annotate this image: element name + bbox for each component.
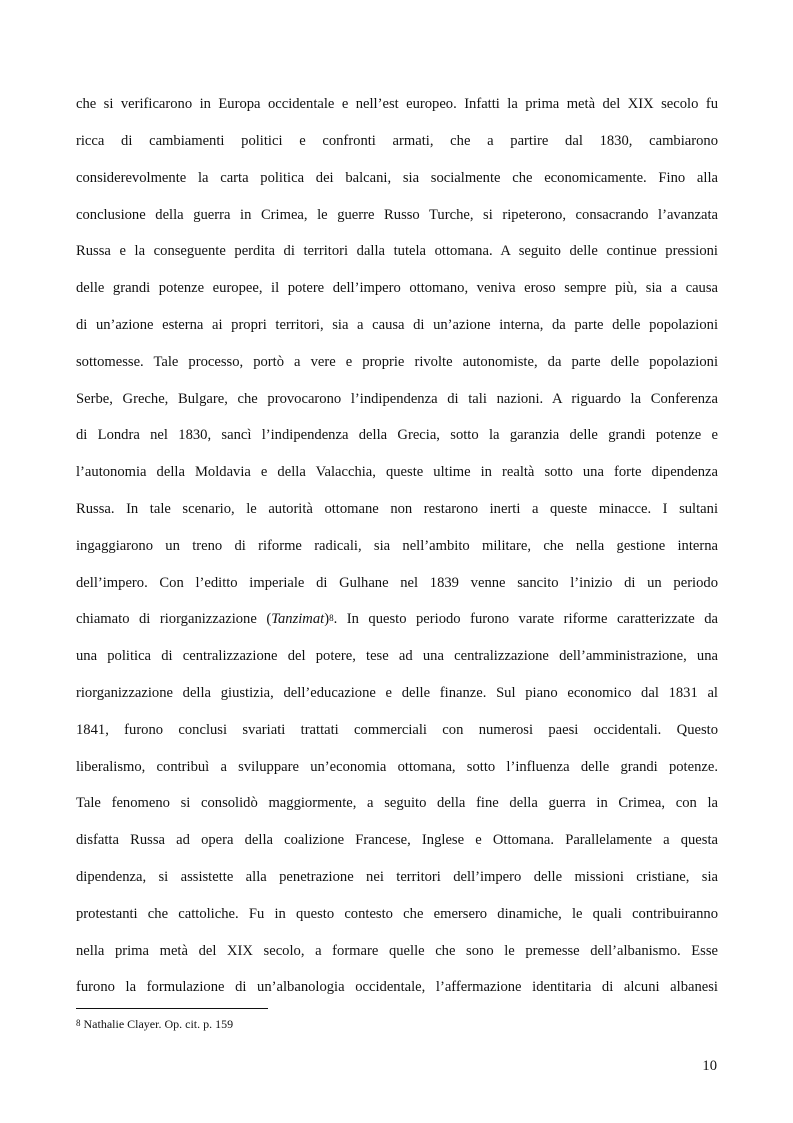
body-line-10: di Londra nel 1830, sancì l’indipendenza della Grecia, sotto la garanzia delle grandi potenze e	[76, 427, 718, 443]
body-line-19: liberalismo, contribuì a sviluppare un’economia ottomana, sotto l’influenza delle grandi potenze.	[76, 759, 718, 775]
body-line-20: Tale fenomeno si consolidò maggiormente, a seguito della fine della guerra in Crimea, con la	[76, 795, 718, 811]
body-line-24: nella prima metà del XIX secolo, a formare quelle che sono le premesse dell’albanismo. Esse	[76, 943, 718, 959]
footnote-number: 8	[76, 1018, 81, 1028]
footnote-text: Nathalie Clayer. Op. cit. p. 159	[80, 1017, 234, 1031]
body-line-23: protestanti che cattoliche. Fu in questo contesto che emersero dinamiche, le quali contribuiranno	[76, 906, 718, 922]
body-line-11: l’autonomia della Moldavia e della Valacchia, queste ultime in realtà sotto una forte dipendenza	[76, 464, 718, 480]
body-line-13: ingaggiarono un treno di riforme radicali, sia nell’ambito militare, che nella gestione interna	[76, 538, 718, 554]
body-line-14: dell’impero. Con l’editto imperiale di Gulhane nel 1839 venne sancito l’inizio di un periodo	[76, 575, 718, 591]
body-line-15	[76, 610, 718, 628]
body-line-7: di un’azione esterna ai propri territori, sia a causa di un’azione interna, da parte delle popolazioni	[76, 317, 718, 333]
body-line-9: Serbe, Greche, Bulgare, che provocarono l’indipendenza di tali nazioni. A riguardo la Conferenza	[76, 391, 718, 407]
page-number: 10	[702, 1058, 717, 1074]
body-line-3: considerevolmente la carta politica dei balcani, sia socialmente che economicamente. Fino alla	[76, 170, 718, 186]
line-15-before: chiamato di riorganizzazione (	[76, 611, 272, 627]
body-line-8: sottomesse. Tale processo, portò a vere e proprie rivolte autonomiste, da parte delle popolazioni	[76, 354, 718, 370]
body-line-5: Russa e la conseguente perdita di territori dalla tutela ottomana. A seguito delle continue pressioni	[76, 243, 718, 259]
footnote-separator	[76, 1008, 268, 1009]
footnote	[76, 1016, 233, 1032]
body-line-6: delle grandi potenze europee, il potere dell’impero ottomano, veniva eroso sempre più, sia a causa	[76, 280, 718, 296]
body-line-12: Russa. In tale scenario, le autorità ottomane non restarono inerti a queste minacce. I sultani	[76, 501, 718, 517]
body-line-17: riorganizzazione della giustizia, dell’educazione e delle finanze. Sul piano economico dal 1831 al	[76, 685, 718, 701]
line-15-after: . In questo periodo furono varate riforme caratterizzate da	[333, 611, 718, 627]
body-line-16: una politica di centralizzazione del potere, tese ad una centralizzazione dell’amministrazione, una	[76, 648, 718, 664]
body-line-18: 1841, furono conclusi svariati trattati commerciali con numerosi paesi occidentali. Questo	[76, 722, 718, 738]
body-line-4: conclusione della guerra in Crimea, le guerre Russo Turche, si ripeterono, consacrando l’avanzata	[76, 207, 718, 223]
body-line-2: ricca di cambiamenti politici e confronti armati, che a partire dal 1830, cambiarono	[76, 133, 718, 149]
body-line-1: che si verificarono in Europa occidentale e nell’est europeo. Infatti la prima metà del XIX secolo fu	[76, 96, 718, 112]
body-line-22: dipendenza, si assistette alla penetrazione nei territori dell’impero delle missioni cristiane, sia	[76, 869, 718, 885]
body-line-21: disfatta Russa ad opera della coalizione Francese, Inglese e Ottomana. Parallelamente a questa	[76, 832, 718, 848]
body-line-25: furono la formulazione di un’albanologia occidentale, l’affermazione identitaria di alcuni albanesi	[76, 979, 718, 995]
footnote-reference[interactable]: 8	[329, 613, 334, 623]
line-15-close: )	[324, 611, 330, 627]
tanzimat-term: Tanzimat	[271, 611, 325, 627]
